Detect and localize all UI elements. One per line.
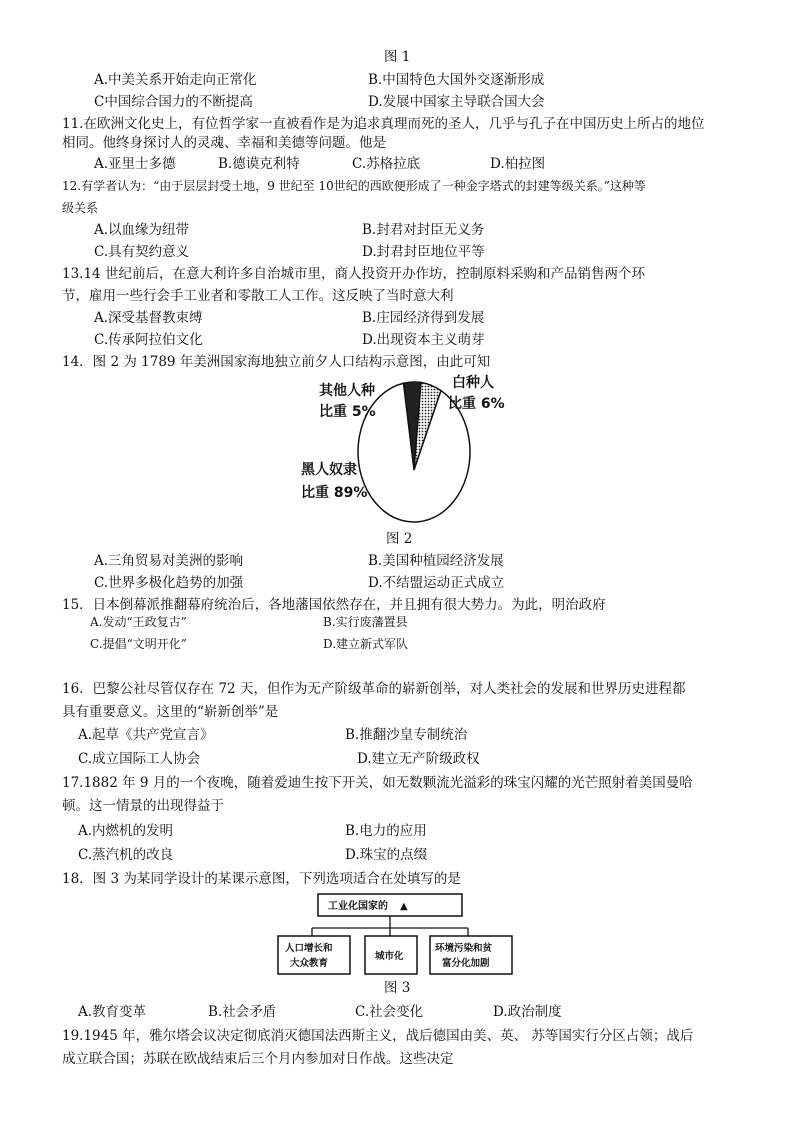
q12-option-a[interactable]: A.以血缘为纽带	[94, 222, 190, 238]
q13-option-d[interactable]: D.出现资本主义萌芽	[362, 332, 485, 348]
pie-label-white-line2: 比重 6%	[448, 396, 505, 412]
q15-option-b[interactable]: B.实行废藩置县	[323, 615, 408, 629]
q11-option-d[interactable]: D.柏拉图	[490, 156, 546, 172]
q19-stem-line2: 成立联合国；苏联在欧战结束后三个月内参加对日作战。这些决定	[62, 1051, 454, 1067]
q17-option-a[interactable]: A.内燃机的发明	[78, 823, 174, 839]
q10-option-b[interactable]: B.中国特色大国外交逐渐形成	[368, 72, 545, 88]
diagram-box-right-line1: 环境污染和贫	[435, 943, 493, 954]
q19-stem-line1: 19.1945 年，雅尔塔会议决定彻底消灭德国法西斯主义，战后德国由美、英、 苏等国实行分区占领；战后	[62, 1028, 694, 1044]
q12-stem-line2: 级关系	[62, 201, 99, 215]
q18-option-d[interactable]: D.政治制度	[493, 1004, 562, 1020]
q16-option-d[interactable]: D.建立无产阶级政权	[357, 751, 480, 767]
figure-1-caption: 图 1	[384, 49, 411, 65]
q14-stem: 14．图 2 为 1789 年美洲国家海地独立前夕人口结构示意图，由此可知	[62, 354, 491, 370]
q10-option-d[interactable]: D.发展中国家主导联合国大会	[368, 94, 545, 110]
diagram-box-right-line2: 富分化加剧	[442, 958, 490, 969]
diagram-box-left-line2: 大众教育	[290, 958, 329, 969]
q16-stem-line2: 具有重要意义。这里的“崭新创举”是	[62, 704, 279, 720]
q13-stem-line1: 13.14 世纪前后，在意大利许多自治城市里，商人投资开办作坊，控制原料采购和产品销售两个环	[62, 266, 645, 282]
q15-option-c[interactable]: C.提倡“文明开化”	[90, 637, 187, 651]
q11-option-c[interactable]: C.苏格拉底	[352, 156, 421, 172]
q17-option-b[interactable]: B.电力的应用	[345, 823, 427, 839]
diagram-top-box-label: 工业化国家的	[328, 901, 388, 912]
diagram-box-left-line1: 人口增长和	[285, 943, 333, 954]
q15-stem: 15．日本倒幕派推翻幕府统治后，各地藩国依然存在，并且拥有很大势力。为此，明治政府	[62, 597, 606, 613]
figure-3-caption: 图 3	[384, 980, 411, 996]
q15-option-a[interactable]: A.发动“王政复古”	[90, 615, 187, 629]
q13-option-c[interactable]: C.传承阿拉伯文化	[94, 332, 203, 348]
pie-label-white-line1: 白种人	[452, 375, 494, 391]
diagram-top-marker: ▲	[400, 901, 408, 912]
q14-option-c[interactable]: C.世界多极化趋势的加强	[94, 575, 244, 591]
q12-stem-line1: 12.有学者认为：“由于层层封受土地，9 世纪至 10世纪的西欧便形成了一种金字塔式的封建等级关系。”这种等	[62, 179, 646, 193]
figure-2-pie-chart	[295, 370, 520, 532]
q11-stem-line2: 相同。他终身探讨人的灵魂、幸福和美德等问题。他是	[62, 135, 386, 151]
q13-stem-line2: 节，雇用一些行会手工业者和零散工人工作。这反映了当时意大利	[62, 288, 454, 304]
q14-option-b[interactable]: B.美国种植园经济发展	[368, 553, 504, 569]
q17-option-c[interactable]: C.蒸汽机的改良	[78, 847, 174, 863]
q18-option-c[interactable]: C.社会变化	[355, 1004, 424, 1020]
q12-option-d[interactable]: D.封君封臣地位平等	[362, 244, 485, 260]
q12-option-b[interactable]: B.封君对封臣无义务	[362, 222, 485, 238]
q16-option-b[interactable]: B.推翻沙皇专制统治	[345, 727, 468, 743]
q17-option-d[interactable]: D.珠宝的点缀	[345, 847, 428, 863]
q16-option-a[interactable]: A.起草《共产党宣言》	[78, 727, 214, 743]
q13-option-a[interactable]: A.深受基督教束缚	[94, 310, 203, 326]
q17-stem-line1: 17.1882 年 9 月的一个夜晚，随着爱迪生按下开关，如无数颗流光溢彩的珠宝闪耀的光芒照射着美国曼哈	[62, 775, 693, 791]
q14-option-a[interactable]: A.三角贸易对美洲的影响	[94, 553, 244, 569]
pie-label-other-line1: 其他人种	[319, 383, 375, 399]
pie-label-other-line2: 比重 5%	[319, 404, 376, 420]
q18-option-b[interactable]: B.社会矛盾	[208, 1004, 277, 1020]
q10-option-a[interactable]: A.中美关系开始走向正常化	[94, 72, 257, 88]
q11-option-a[interactable]: A.亚里士多德	[94, 156, 176, 172]
q16-stem-line1: 16．巴黎公社尽管仅存在 72 天，但作为无产阶级革命的崭新创举，对人类社会的发展和世界历史进程都	[62, 681, 686, 697]
q11-option-b[interactable]: B.德谟克利特	[218, 156, 300, 172]
pie-label-slave-line1: 黑人奴隶	[301, 462, 357, 478]
q15-option-d[interactable]: D.建立新式军队	[323, 637, 409, 651]
diagram-box-mid-label: 城市化	[375, 951, 404, 962]
figure-2-caption: 图 2	[386, 531, 413, 547]
q16-option-c[interactable]: C.成立国际工人协会	[78, 751, 201, 767]
pie-label-slave-line2: 比重 89%	[301, 485, 368, 501]
figure-3-diagram	[272, 888, 520, 980]
q18-stem: 18．图 3 为某同学设计的某课示意图，下列选项适合在处填写的是	[62, 871, 461, 887]
q17-stem-line2: 顿。这一情景的出现得益于	[62, 798, 224, 814]
q18-option-a[interactable]: A.教育变革	[78, 1004, 147, 1020]
q13-option-b[interactable]: B.庄园经济得到发展	[362, 310, 485, 326]
q10-option-c[interactable]: C中国综合国力的不断提高	[94, 94, 253, 110]
q12-option-c[interactable]: C.具有契约意义	[94, 244, 190, 260]
q14-option-d[interactable]: D.不结盟运动正式成立	[368, 575, 505, 591]
q11-stem-line1: 11.在欧洲文化史上，有位哲学家一直被看作是为追求真理而死的圣人，几乎与孔子在中国历史上所占的地位	[62, 116, 705, 132]
